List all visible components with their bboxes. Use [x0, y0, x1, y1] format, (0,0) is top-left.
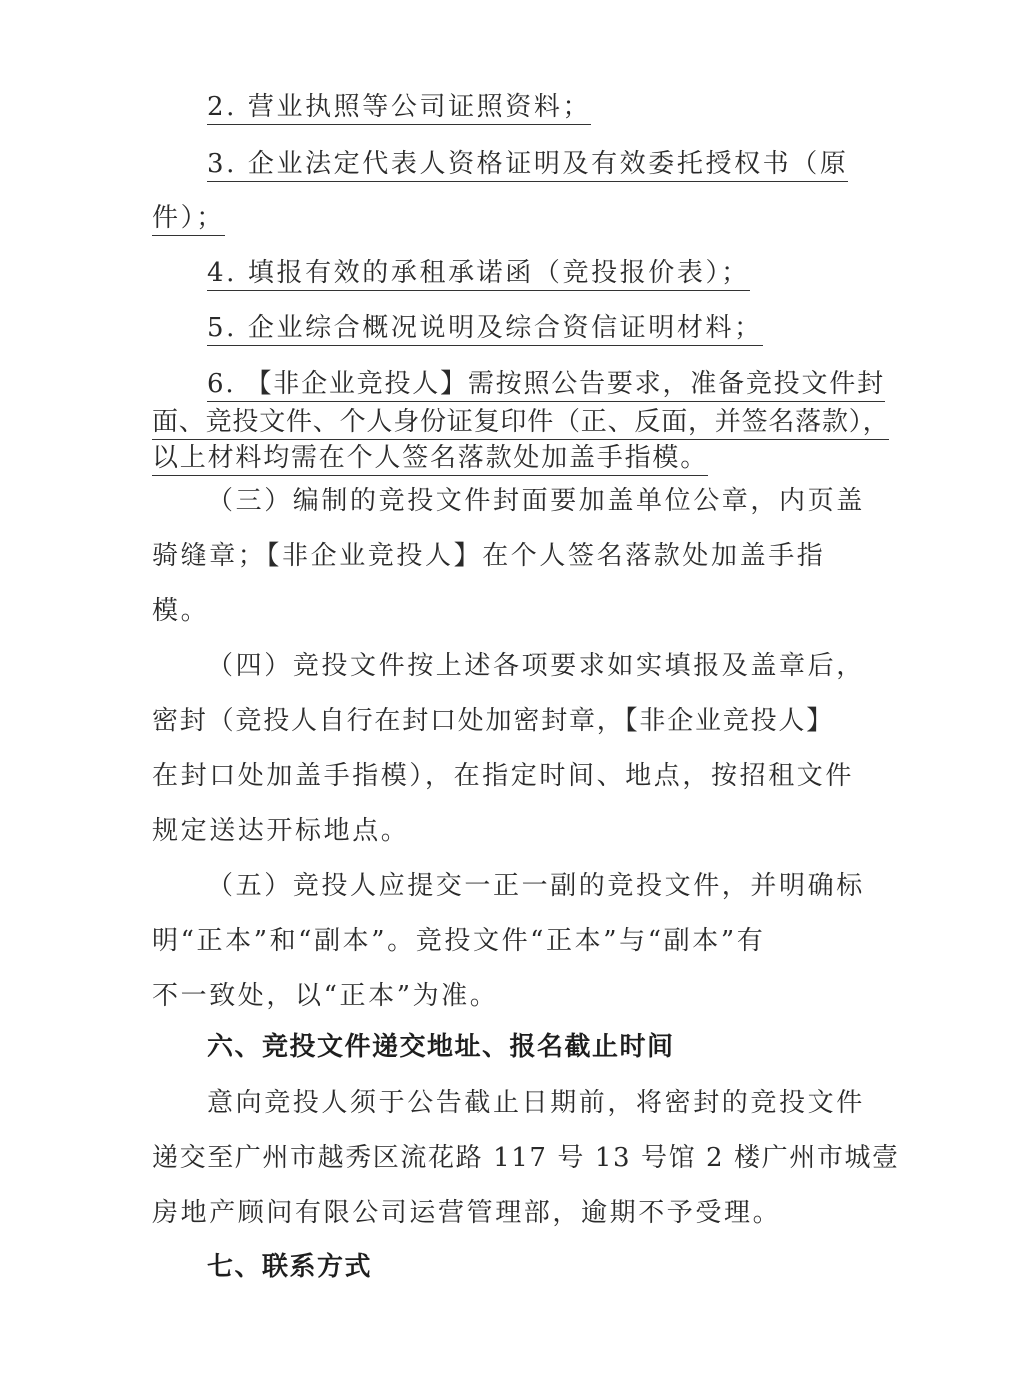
list-item-2: 2. 营业执照等公司证照资料；	[207, 86, 591, 123]
paragraph-5-line-2: 明“正本”和“副本”。竞投文件“正本”与“副本”有	[152, 926, 766, 956]
list-item-5: 5. 企业综合概况说明及综合资信证明材料；	[207, 307, 763, 344]
paragraph-3-line-1: （三）编制的竞投文件封面要加盖单位公章，内页盖	[207, 486, 865, 516]
list-item-6-line-3: 以上材料均需在个人签名落款处加盖手指模。	[152, 437, 708, 474]
section-6-line-2: 递交至广州市越秀区流花路 117 号 13 号馆 2 楼广州市城壹	[152, 1143, 900, 1173]
list-item-6-line-1: 6. 【非企业竞投人】需按照公告要求，准备竞投文件封	[207, 363, 885, 400]
section-7-heading: 七、联系方式	[207, 1252, 373, 1282]
paragraph-5-line-1: （五）竞投人应提交一正一副的竞投文件，并明确标	[207, 871, 865, 901]
list-item-4: 4. 填报有效的承租承诺函（竞投报价表）；	[207, 252, 750, 289]
paragraph-3-line-3: 模。	[152, 596, 210, 626]
paragraph-3-line-2: 骑缝章；【非企业竞投人】在个人签名落款处加盖手指	[152, 541, 826, 571]
list-item-6-line-2: 面、竞投文件、个人身份证复印件（正、反面，并签名落款），	[152, 401, 889, 438]
section-6-line-3: 房地产顾问有限公司运营管理部，逾期不予受理。	[152, 1198, 782, 1228]
list-item-3-line-2: 件）；	[152, 197, 225, 234]
section-6-line-1: 意向竞投人须于公告截止日期前，将密封的竞投文件	[207, 1088, 865, 1118]
paragraph-4-line-1: （四）竞投文件按上述各项要求如实填报及盖章后，	[207, 651, 865, 681]
paragraph-5-line-3: 不一致处，以“正本”为准。	[152, 981, 499, 1011]
list-item-3-line-1: 3. 企业法定代表人资格证明及有效委托授权书（原	[207, 143, 848, 180]
paragraph-4-line-4: 规定送达开标地点。	[152, 816, 410, 846]
section-6-heading: 六、竞投文件递交地址、报名截止时间	[207, 1032, 675, 1062]
paragraph-4-line-2: 密封（竞投人自行在封口处加密封章，【非企业竞投人】	[152, 706, 835, 736]
paragraph-4-line-3: 在封口处加盖手指模），在指定时间、地点，按招租文件	[152, 761, 855, 791]
